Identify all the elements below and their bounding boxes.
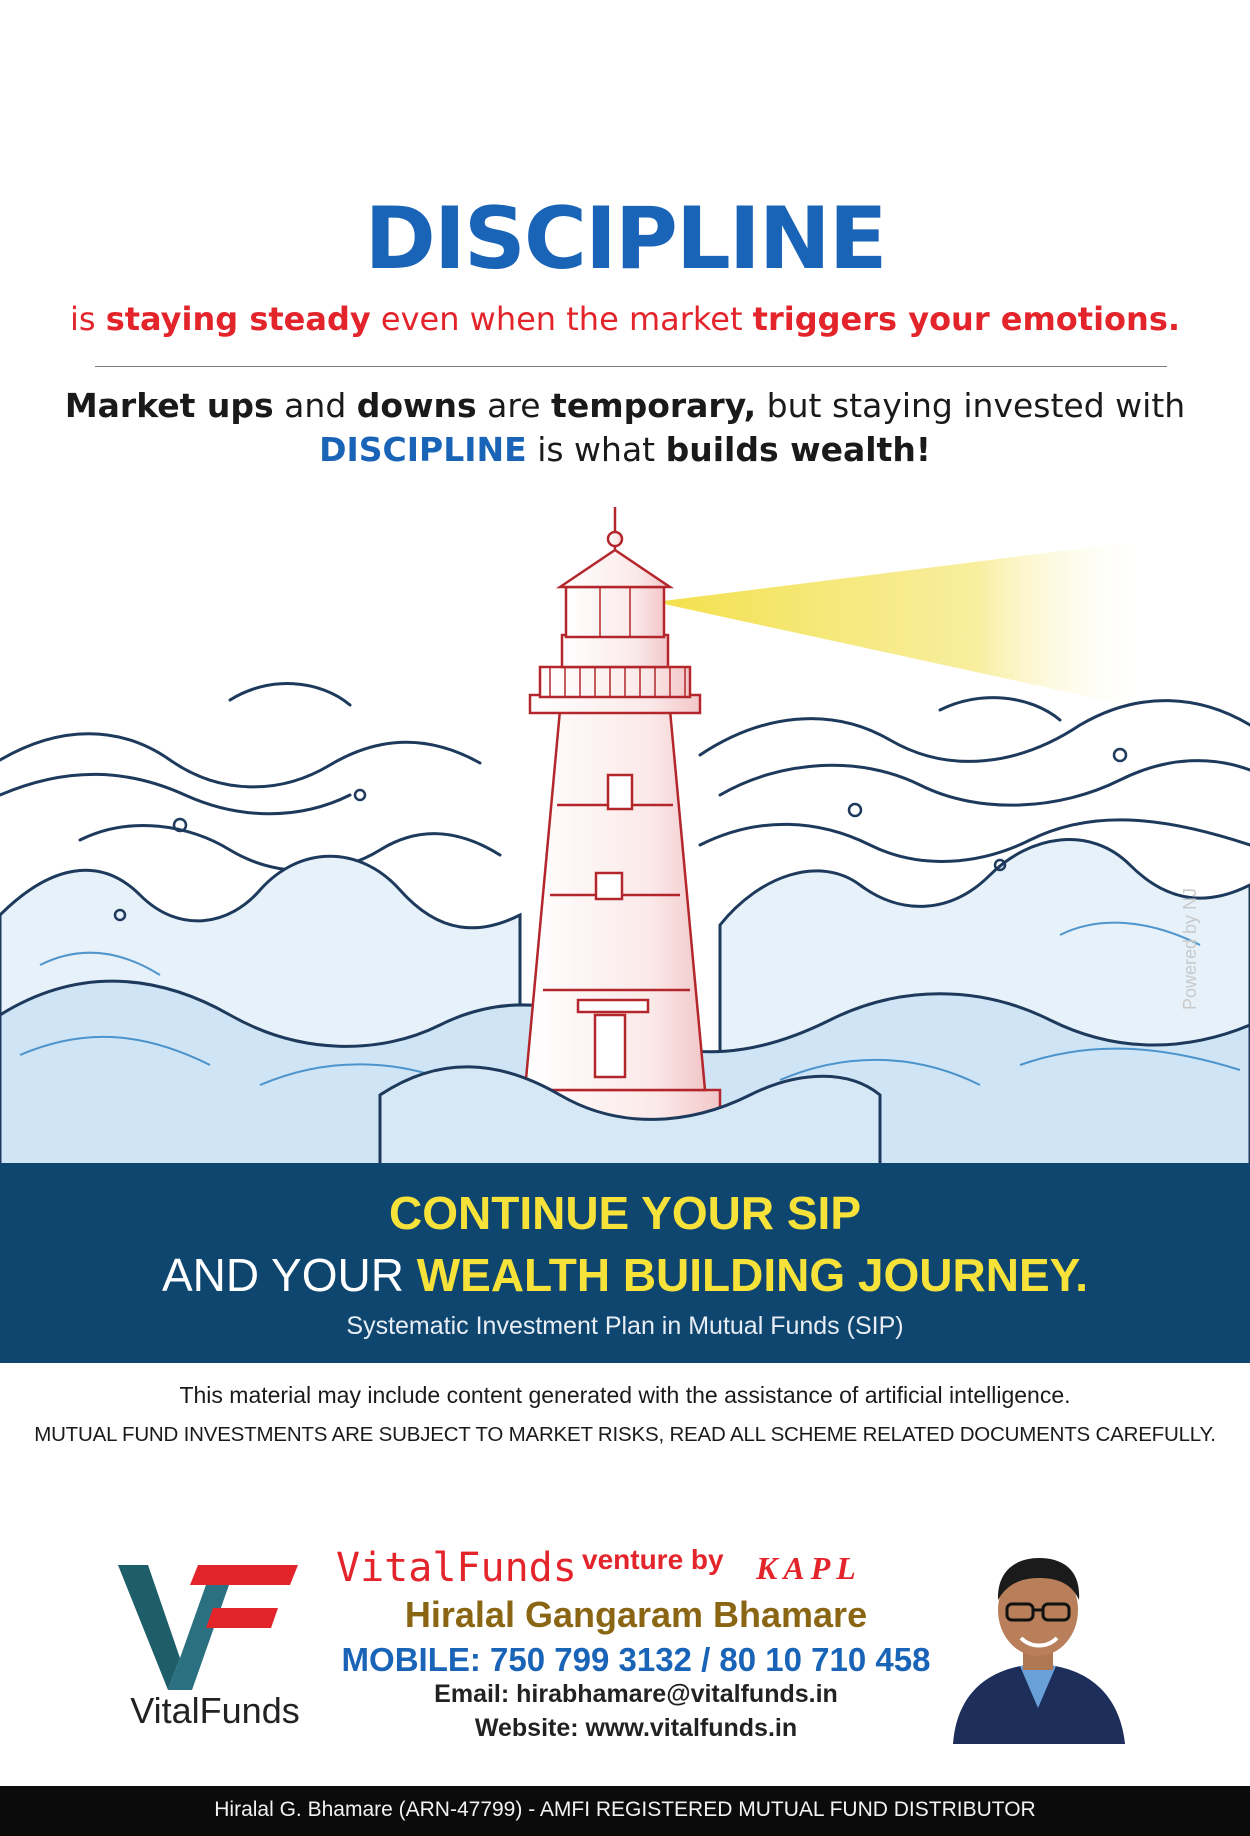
lighthouse-illustration — [0, 495, 1250, 1165]
page-title: DISCIPLINE — [364, 189, 886, 289]
message-part-9: builds wealth! — [665, 430, 931, 469]
message-part-6: but staying invested with — [756, 386, 1186, 425]
banner-line-2-highlight: WEALTH BUILDING JOURNEY. — [416, 1249, 1089, 1301]
message-part-2: and — [273, 386, 357, 425]
message-part-3: downs — [356, 386, 477, 425]
subheadline-part-3: even when the market — [370, 300, 753, 338]
venture-label: venture by — [582, 1544, 724, 1575]
subheadline-part-1: is — [69, 300, 106, 338]
logo-wordmark: VitalFunds — [130, 1690, 300, 1731]
message-line-2 — [0, 430, 1250, 469]
banner-line-2-plain: AND YOUR — [161, 1249, 417, 1301]
message-part-4: are — [476, 386, 552, 425]
distributor-photo — [935, 1538, 1141, 1744]
banner-line-2 — [0, 1248, 1250, 1302]
distributor-name: Hiralal Gangaram Bhamare — [404, 1594, 868, 1635]
divider — [95, 366, 1167, 367]
message-part-7: DISCIPLINE — [319, 430, 527, 469]
mobile-number[interactable]: MOBILE: 750 799 3132 / 80 10 710 458 — [341, 1641, 931, 1678]
subheadline — [0, 300, 1250, 338]
brand-name: VitalFunds — [336, 1545, 577, 1591]
message-line-1 — [0, 386, 1250, 425]
powered-by-watermark: Powered by NJ — [1180, 887, 1200, 1010]
website-link[interactable]: Website: www.vitalfunds.in — [474, 1714, 798, 1742]
email-address[interactable]: Email: hirabhamare@vitalfunds.in — [434, 1680, 838, 1708]
light-beam — [655, 540, 1150, 710]
ai-disclaimer: This material may include content generated with the assistance of artificial intelligence. — [179, 1382, 1071, 1408]
risk-disclaimer: MUTUAL FUND INVESTMENTS ARE SUBJECT TO MARKET RISKS, READ ALL SCHEME RELATED DOCUMENTS CAREFULLY. — [34, 1423, 1216, 1446]
message-part-8: is what — [526, 430, 666, 469]
footer-text: Hiralal G. Bhamare (ARN-47799) - AMFI REGISTERED MUTUAL FUND DISTRIBUTOR — [214, 1798, 1036, 1821]
message-part-5: temporary, — [551, 386, 757, 425]
subheadline-part-2: staying steady — [105, 300, 371, 338]
kapl-logotype: KAPL — [756, 1550, 862, 1586]
message-part-1: Market ups — [64, 386, 274, 425]
banner-line-3: Systematic Investment Plan in Mutual Funds (SIP) — [346, 1312, 904, 1340]
banner-line-1: CONTINUE YOUR SIP — [389, 1187, 861, 1239]
subheadline-part-4: triggers your emotions. — [752, 300, 1181, 338]
vitalfunds-logo-icon — [118, 1560, 306, 1690]
